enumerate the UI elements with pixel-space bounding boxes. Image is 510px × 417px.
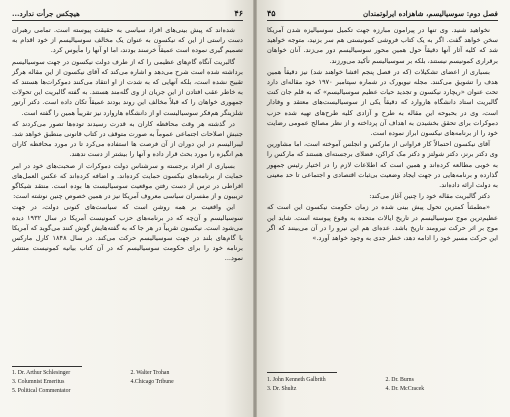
page-number: ۴۶ bbox=[234, 8, 243, 18]
footnote-divider bbox=[267, 372, 337, 373]
paragraph: دکتر گالبریت مقاله خود را چنین آغاز می‌کند: bbox=[369, 192, 490, 201]
page-45 bbox=[255, 0, 510, 417]
paragraph: در گذشته هر وقت محافظه کاران به قدرت رسیدند توده‌ها تصور می‌کردند که جنبش اصلاحات اجتماعی عموماً به صورت متوقف در کتاب قانونی منطبق خواهد شد. لیبرالیسم در این دوران از آن فرصت ها استفاده می‌کرد تا در مورد محافظه کاران هم انگیزه را مورد بحث قرار داده و آنها را بیشتر از دست ندهند. bbox=[12, 119, 243, 159]
footnote: 3. Columnist Emeritus bbox=[12, 379, 65, 385]
footnote: 1. John Kenneth Galbrith bbox=[267, 377, 326, 383]
body-text bbox=[12, 25, 243, 264]
paragraph: بسیاری از اعضای تشکیلات (که در فصل پنجم افشا خواهند شد) نیز دقیقاً همین هدف را تشویق می‌کنند. مجله نیویورک در شماره سپتامبر ۱۹۷۰ خود مقاله‌ای دارد تحت عنوان «ریچارد نیکسون و تجدید حیات عظیم سوسیالیسم» که به قلم جان کنت گالبریت استاد دانشگاه هاروارد که دقیقاً یکی از سوسیالیست‌های معتقد و وفادار است، وی در بحبوحه این مقاله به طرح و آزادی کلیه طرح‌های تهیه شده حزب دموکرات برای تحقق بخشیدن به اهداف آن پرداخته و از نظر مصالح عمومی رضایت خود را از برنامه‌های نیکسون ابراز نموده است. bbox=[267, 67, 498, 138]
footnote: 2. Walter Trohan bbox=[130, 370, 170, 376]
paragraph: گالبریت آنگاه گام‌های عظیمی را که از طرف دولت نیکسون در جهت سوسیالیسم برداشته شده است شرح می‌دهد و اشاره می‌کند که آقای نیکسون از این مقاله هرگز تقبیح نشده است، بلکه آنهایی که به شدت از او انتقاد می‌کنند دموکرات‌ها هستند که به خاطر عقب افتادن از این جریان از وی گله‌مند هستند. به گفته گالبریت این تحولات جمهوری خواهان را که قبلاً مخالف این روند بودند عمیقاً تکان داده است. دکتر آرتور شلزینگر هم‌فکر سوسیالیست او از دانشگاه هاروارد نیز تقریباً همین را گفته است. bbox=[12, 57, 243, 117]
page-header bbox=[12, 8, 243, 21]
paragraph: این واقعیت بر همه روشن است که سیاست‌های کنونی دولت، در جهت سوسیالیسم و آن‌چه که در برنامه‌های حزب کمونیست آمریکا در سال ۱۹۳۲ دیده می‌شود است. نیکسون تقریباً در هر جا که به گفته‌هایش گوش کنند می‌گوید که آمریکا با گام‌های بلند در جهت سوسیالیسم حرکت می‌کند. در سال ۱۸۴۸ کارل مارکس برنامه خود را برای حکومت سوسیالیسم که در آن کتاب بیانیه کمونیست منتشر نمود... bbox=[12, 203, 243, 263]
footnote-divider bbox=[12, 366, 82, 367]
footnote: 4.Chicago Tribune bbox=[130, 379, 174, 385]
footnote: 2. Dr. Burns bbox=[385, 377, 414, 383]
running-title: فصل دوم: سوسیالیسم، شاهزاده ایرلوتمندان bbox=[362, 8, 498, 18]
footnote: 3. Dr. Shultz bbox=[267, 386, 297, 392]
running-title: هیچکس جرأت ندارد... bbox=[12, 8, 80, 18]
book-gutter bbox=[253, 0, 257, 417]
body-text bbox=[267, 25, 498, 243]
footnote: 4. Dr. McCracek bbox=[385, 386, 425, 392]
page-header bbox=[267, 8, 498, 21]
paragraph: بسیاری از افراد برجسته و سرشناس دولت دموکرات از صحبت‌های خود در امر حمایت از برنامه‌های نیکسون حمایت کرده‌اند. و اضافه کرده‌اند که عکس العمل‌های افراطی در ترس از دست رفتن موقعیت سوسیالیست ‌ها بوده است. منتقد شیکاگو تریبیون و از مفسران سیاسی معروف آمریکا نیز در همین خصوص چنین نوشته است: bbox=[12, 161, 243, 201]
page-number: ۴۵ bbox=[267, 8, 276, 18]
footnotes bbox=[267, 376, 498, 394]
footnote: 5. Political Commentator bbox=[12, 388, 71, 394]
paragraph: شده‌اند که پیش بینی‌های افراد سیاسی به حقیقت پیوسته است. تمامی رهبران دست راستی از این که نیکسون به عنوان یک مخالف سوسیالیسم از خود اقدام به تصمیم گیری نموده است عمیقاً خرسند بودند، اما او آنها را مأیوس کرد. bbox=[12, 26, 243, 55]
paragraph: «مطمئناً کمترین تحول پیش بینی شده در زمان حکومت نیکسون این است که عظیم‌ترین موج سوسیالیسم در تاریخ ایالات متحده به وقوع پیوسته است. شاید این موج بر اثر حرکت نیرومند تاریخ باشد. عده‌ای هم این نیرو را در آن می‌بینند که اگر این حرکت مسیر خود را ادامه دهد، خطر جدی به وجود خواهد آورد.» bbox=[267, 203, 498, 243]
footnote: 1. Dr. Arthur Schlesinger bbox=[12, 370, 71, 376]
footnotes bbox=[12, 369, 243, 396]
paragraph: آقای نیکسون احتمالاً کار فراوانی از مارکس و انجلس آموخته است، اما مشاورین وی دکتر برنز، دکتر شولتز و دکتر مک کراکن، فضلای برجسته‌ای هستند که مارکس را به خوبی مطالعه کرده‌اند و همین است که اطلاعات لازم را در اختیار رئیس جمهور گذارده و برنامه‌هایی در جهت ایجاد وضعیت بی‌ثبات اقتصادی و اجتماعی تا حد معینی به دولت ارائه داده‌اند. bbox=[267, 140, 498, 190]
paragraph: نخواهید شنید. وی تنها در پیرامون مبارزه جهت تکمیل سوسیالیزه شدن آمریکا سخن خواهد گفت. اگر به یک کتاب فروشی کمونیستی هم سر بزنید، متوجه خواهید شد که کلیه آثار آنها دقیقاً حول همین محور سوسیالیسم دور می‌زند. آنان خواهان برقراری کمونیسم نیستند، بلکه بر سوسیالیسم تأکید می‌ورزند. bbox=[267, 26, 498, 65]
